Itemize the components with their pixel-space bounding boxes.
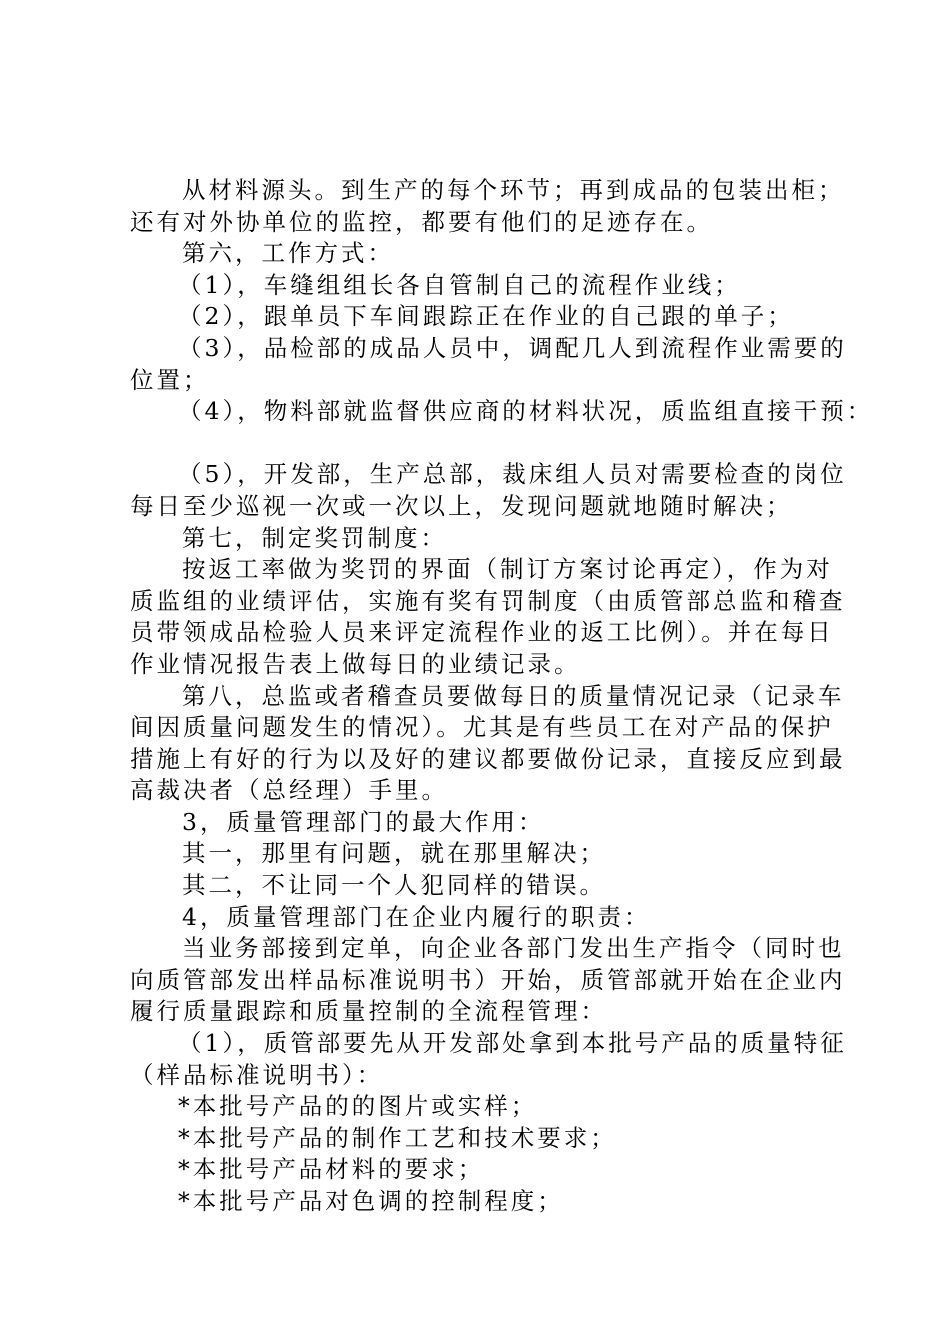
bullet-item: *本批号产品对色调的控制程度； [178,1187,564,1215]
bullet-item: *本批号产品的的图片或实样； [178,1092,538,1121]
list-item: （4），物料部就监督供应商的材料状况，质监组直接干预： [178,397,874,426]
section-heading: 3，质量管理部门的最大作用： [182,807,545,836]
paragraph-line: 质监组的业绩评估，实施有奖有罚制度（由质管部总监和稽查 [130,586,846,615]
paragraph-line: 按返工率做为奖罚的界面（制订方案讨论再定），作为对 [182,555,833,584]
list-item-continuation: （样品标准说明书）： [130,1060,384,1089]
paragraph-line: 其二，不让同一个人犯同样的错误。 [182,871,606,900]
section-heading: 第六，工作方式： [182,239,394,268]
paragraph-line: 措施上有好的行为以及好的建议都要做份记录，直接反应到最 [130,744,846,773]
list-item: （1），质管部要先从开发部处拿到本批号产品的质量特征 [178,1029,847,1058]
paragraph-line: 还有对外协单位的监控，都要有他们的足迹存在。 [130,207,713,236]
paragraph-line: 高裁决者（总经理）手里。 [130,776,448,805]
list-item: （1），车缝组组长各自管制自己的流程作业线； [178,270,741,299]
list-item-continuation: 位置； [130,365,210,394]
section-heading: 第七，制定奖罚制度： [182,523,447,552]
paragraph-line: 间因质量问题发生的情况）。尤其是有些员工在对产品的保护 [130,713,834,742]
paragraph-line: 向质管部发出样品标准说明书）开始，质管部就开始在企业内 [130,965,846,994]
paragraph-line: 第八，总监或者稽查员要做每日的质量情况记录（记录车 [182,681,845,710]
paragraph-line: 履行质量跟踪和质量控制的全流程管理： [130,997,607,1026]
bullet-item: *本批号产品材料的要求； [178,1155,485,1184]
paragraph-line: 员带领成品检验人员来评定流程作业的返工比例）。并在每日 [130,618,834,647]
paragraph-line: 作业情况报告表上做每日的业绩记录。 [130,649,581,678]
section-heading: 4，质量管理部门在企业内履行的职责： [182,902,651,931]
list-item-continuation: 每日至少巡视一次或一次以上，发现问题就地随时解决； [130,491,793,520]
paragraph-line: 其一，那里有问题，就在那里解决； [182,839,606,868]
bullet-item: *本批号产品的制作工艺和技术要求； [178,1123,617,1152]
list-item: （5），开发部，生产总部，裁床组人员对需要检查的岗位 [178,460,847,489]
paragraph-line: 从材料源头。到生产的每个环节；再到成品的包装出柜； [182,176,845,204]
paragraph-line: 当业务部接到定单，向企业各部门发出生产指令（同时也 [182,934,845,963]
list-item: （2），跟单员下车间跟踪正在作业的自己跟的单子； [178,302,794,331]
document-body [130,175,874,1218]
list-item: （3），品检部的成品人员中，调配几人到流程作业需要的 [178,333,847,362]
